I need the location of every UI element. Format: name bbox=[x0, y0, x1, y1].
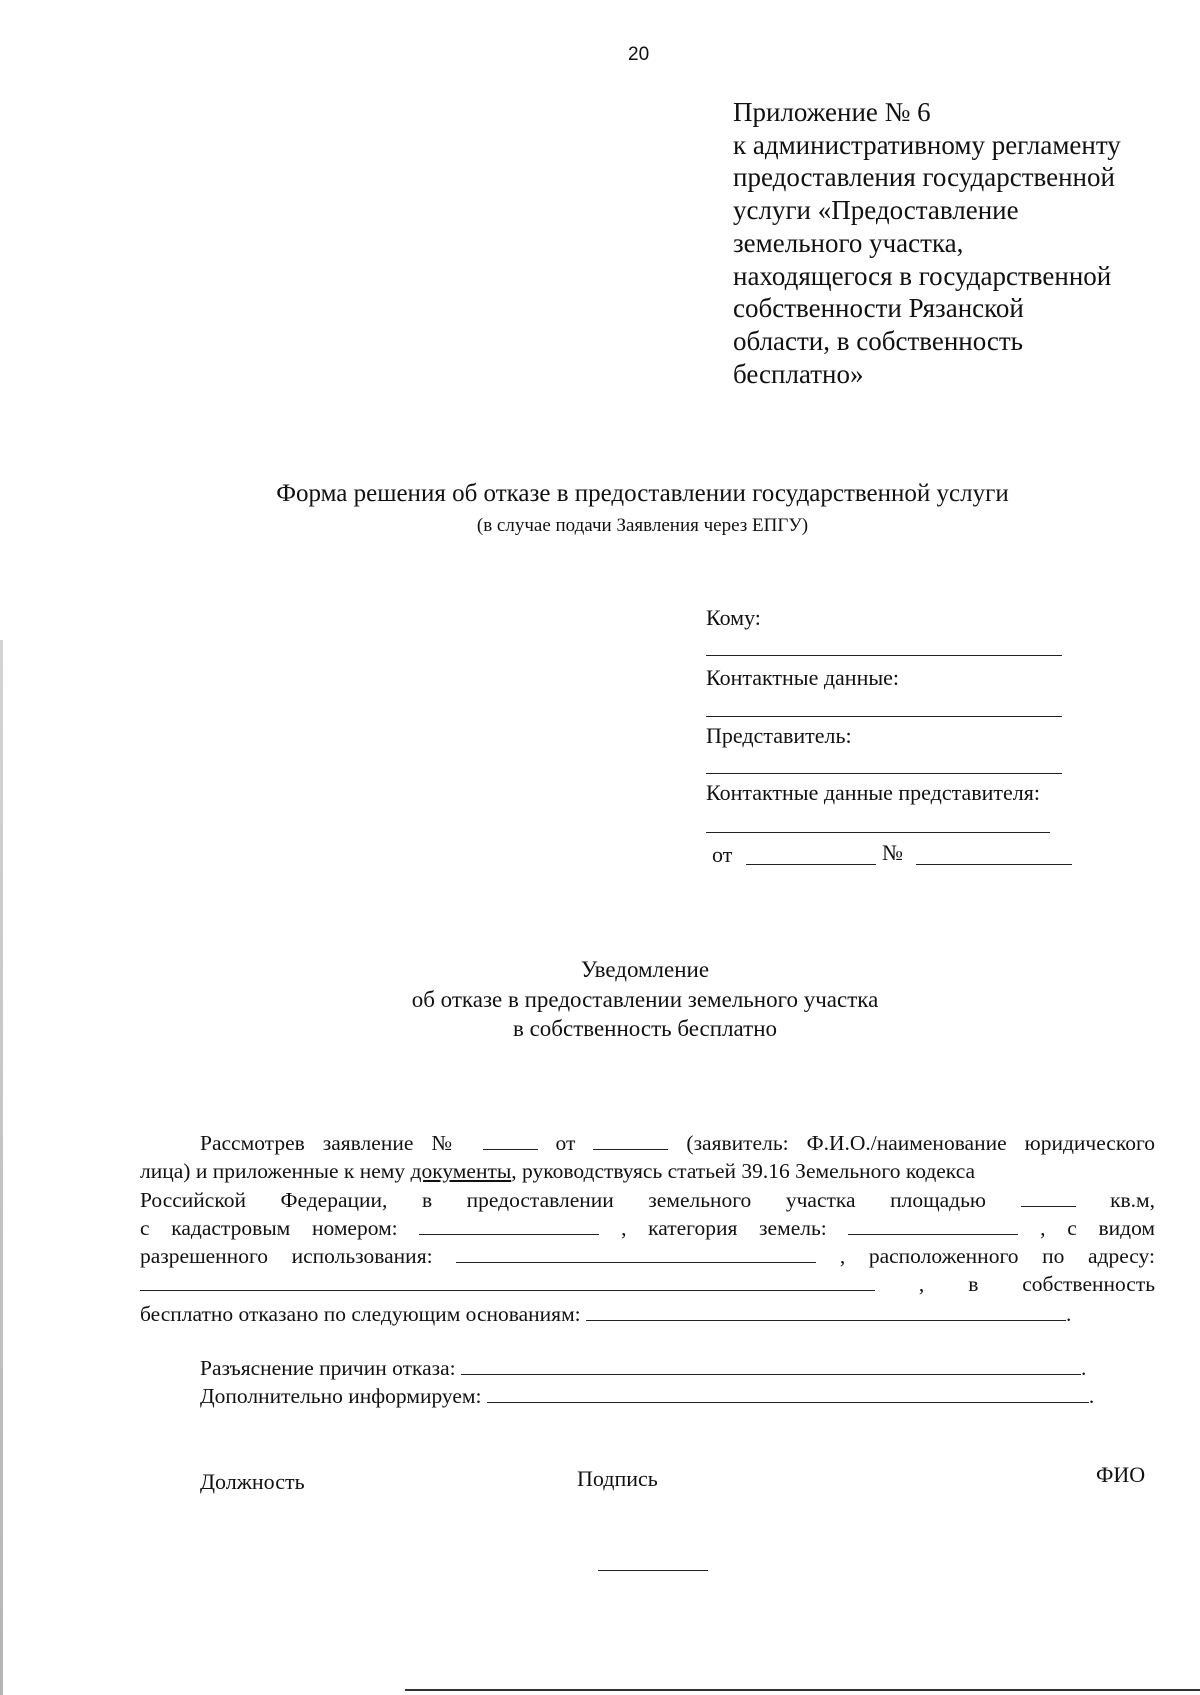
explanation-line: Разъяснение причин отказа: . bbox=[200, 1356, 1087, 1380]
body-line-3: Российской Федерации, в предоставлении земельного участка площадью кв.м, bbox=[140, 1188, 1156, 1212]
name-label: ФИО bbox=[1096, 1462, 1146, 1487]
notice-title: Уведомление bbox=[580, 957, 710, 982]
application-date-field[interactable] bbox=[593, 1133, 668, 1150]
position-label: Должность bbox=[200, 1469, 305, 1494]
body-line-4: с кадастровым номером: , категория земель: , с видом bbox=[140, 1216, 1156, 1240]
application-number-field[interactable] bbox=[483, 1133, 538, 1150]
appendix-line: земельного участка, bbox=[733, 227, 964, 258]
body-line-1: Рассмотрев заявление № от (заявитель: Ф.И.О./наименование юридического bbox=[200, 1131, 1155, 1155]
from-date-label: от bbox=[712, 842, 733, 867]
additional-info-field[interactable] bbox=[487, 1386, 1089, 1403]
representative-label: Представитель: bbox=[706, 723, 852, 748]
body-line-5: разрешенного использования: , расположенного по адресу: bbox=[140, 1244, 1155, 1268]
body-line-6: , в собственность bbox=[140, 1272, 1155, 1297]
form-title: Форма решения об отказе в предоставлении государственной услуги bbox=[276, 480, 1009, 507]
grounds-field[interactable] bbox=[586, 1304, 1066, 1321]
contacts-field[interactable] bbox=[706, 716, 1062, 717]
appendix-line: предоставления государственной bbox=[733, 162, 1115, 193]
appendix-line: находящегося в государственной bbox=[733, 260, 1112, 291]
appendix-line: области, в собственность bbox=[733, 325, 1023, 356]
to-label: Кому: bbox=[706, 605, 761, 630]
form-subtitle: (в случае подачи Заявления через ЕПГУ) bbox=[476, 515, 809, 536]
scan-edge-shadow bbox=[0, 640, 3, 1695]
appendix-line: собственности Рязанской bbox=[733, 293, 1024, 324]
page-number: 20 bbox=[628, 44, 650, 65]
representative-field[interactable] bbox=[706, 773, 1062, 774]
land-category-field[interactable] bbox=[848, 1218, 1018, 1235]
rep-contacts-field[interactable] bbox=[706, 832, 1050, 833]
body-line-2: лица) и приложенные к нему документы, руководствуясь статьей 39.16 Земельного кодекса bbox=[140, 1159, 976, 1183]
area-field[interactable] bbox=[1021, 1190, 1076, 1207]
contacts-label: Контактные данные: bbox=[706, 665, 899, 690]
permitted-use-field[interactable] bbox=[456, 1246, 816, 1263]
number-field[interactable] bbox=[916, 864, 1072, 865]
to-field[interactable] bbox=[706, 655, 1062, 656]
number-label: № bbox=[882, 840, 903, 865]
notice-subtitle-line: об отказе в предоставлении земельного участка bbox=[411, 986, 879, 1012]
appendix-line: услуги «Предоставление bbox=[733, 195, 1019, 226]
additional-info-line: Дополнительно информируем: . bbox=[200, 1384, 1095, 1408]
notice-subtitle-line: в собственность бесплатно bbox=[512, 1016, 778, 1041]
bottom-edge-rule bbox=[405, 1689, 1200, 1691]
explanation-field[interactable] bbox=[461, 1358, 1081, 1375]
address-field[interactable] bbox=[140, 1274, 875, 1291]
signature-label: Подпись bbox=[577, 1466, 658, 1491]
appendix-line: бесплатно» bbox=[733, 358, 864, 389]
notice-heading bbox=[0, 955, 1200, 1044]
body-line-7: бесплатно отказано по следующим основаниям: . bbox=[140, 1302, 1072, 1326]
from-date-field[interactable] bbox=[746, 864, 876, 865]
cadastral-number-field[interactable] bbox=[419, 1218, 599, 1235]
separator-rule bbox=[598, 1570, 708, 1571]
appendix-line: Приложение № 6 bbox=[733, 97, 931, 127]
appendix-block bbox=[733, 96, 1121, 390]
appendix-line: к административному регламенту bbox=[733, 129, 1121, 160]
rep-contacts-label: Контактные данные представителя: bbox=[706, 780, 1040, 805]
